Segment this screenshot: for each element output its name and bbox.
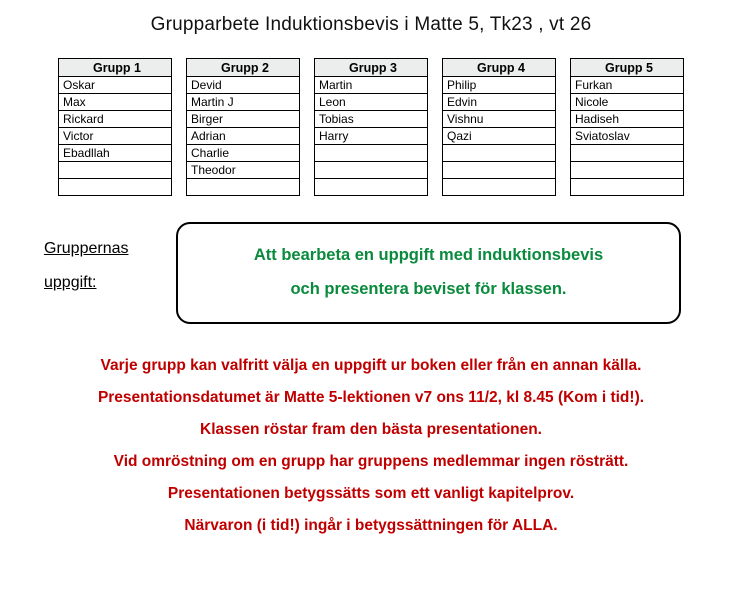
group-member: Edvin [443,94,556,111]
group-header: Grupp 5 [571,59,684,77]
group-member: Max [59,94,172,111]
group-member-empty [443,179,556,196]
group-member: Vishnu [443,111,556,128]
assignment-text-line1: Att bearbeta en uppgift med induktionsbevis [253,246,604,264]
group-member: Birger [187,111,300,128]
groups-container [0,58,742,196]
assignment-section [0,222,742,324]
group-member: Theodor [187,162,300,179]
group-member: Furkan [571,77,684,94]
assignment-label-line1: Gruppernas [44,240,129,257]
group-member-empty [571,179,684,196]
group-member: Devid [187,77,300,94]
group-member: Rickard [59,111,172,128]
group-member: Philip [443,77,556,94]
note-line: Varje grupp kan valfritt välja en uppgift ur boken eller från en annan källa. [100,357,642,374]
note-line: Vid omröstning om en grupp har gruppens medlemmar ingen rösträtt. [113,453,629,470]
page-title: Grupparbete Induktionsbevis i Matte 5, Tk23 , vt 26 [150,14,592,35]
group-member: Oskar [59,77,172,94]
group-table-3 [314,58,428,196]
group-member-empty [315,179,428,196]
group-member: Leon [315,94,428,111]
group-member: Hadiseh [571,111,684,128]
note-line: Klassen röstar fram den bästa presentationen. [200,421,542,438]
group-member-empty [571,162,684,179]
group-member: Tobias [315,111,428,128]
group-header: Grupp 3 [315,59,428,77]
group-header: Grupp 1 [59,59,172,77]
notes-section [0,350,742,542]
group-table-4 [442,58,556,196]
group-member: Charlie [187,145,300,162]
group-member: Victor [59,128,172,145]
group-member-empty [59,162,172,179]
assignment-label [44,222,176,300]
group-member: Adrian [187,128,300,145]
assignment-label-line2: uppgift: [44,274,97,291]
group-member-empty [315,162,428,179]
group-member: Martin [315,77,428,94]
group-table-5 [570,58,684,196]
note-line: Närvaron (i tid!) ingår i betygssättningen för ALLA. [184,517,558,534]
group-table-2 [186,58,300,196]
group-header: Grupp 4 [443,59,556,77]
group-member-empty [443,145,556,162]
assignment-text-line2: och presentera beviset för klassen. [290,280,567,298]
group-member-empty [59,179,172,196]
group-member: Qazi [443,128,556,145]
group-member: Ebadllah [59,145,172,162]
group-member-empty [187,179,300,196]
group-member-empty [315,145,428,162]
note-line: Presentationsdatumet är Matte 5-lektionen v7 ons 11/2, kl 8.45 (Kom i tid!). [97,389,645,406]
group-header: Grupp 2 [187,59,300,77]
group-member-empty [443,162,556,179]
group-member: Sviatoslav [571,128,684,145]
group-member: Nicole [571,94,684,111]
group-member: Harry [315,128,428,145]
note-line: Presentationen betygssätts som ett vanligt kapitelprov. [167,485,575,502]
group-table-1 [58,58,172,196]
group-member-empty [571,145,684,162]
assignment-box [176,222,681,324]
group-member: Martin J [187,94,300,111]
